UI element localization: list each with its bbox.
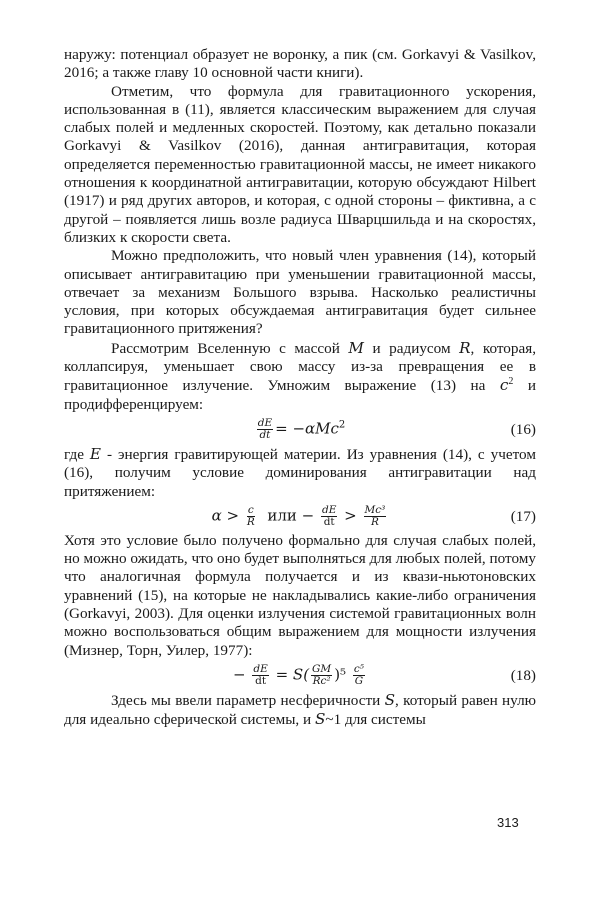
p4-text-a: Рассмотрим Вселенную с массой xyxy=(111,339,349,357)
eq16-body: $\frac{dE}{dt}$ = −αMc$^2$ xyxy=(257,417,346,442)
p5-text-b: - энергия гравитирующей материи. Из уравнения (14), с учетом (16), получим условие доминирования антигравитации над притяжением: xyxy=(64,445,536,500)
eq16-rhs: = −αMc xyxy=(275,419,339,438)
equation-16 xyxy=(64,415,536,445)
eq16-fraction xyxy=(257,418,273,441)
symbol-R: R xyxy=(459,338,471,357)
paragraph-7 xyxy=(64,691,536,730)
eq18-f3-num: c⁵ xyxy=(353,663,364,676)
p4-text-d: и продифференцируем: xyxy=(64,377,536,413)
eq18-number: (18) xyxy=(510,666,536,684)
eq18-f2-num: GM xyxy=(312,663,332,676)
eq18-eq: = S( xyxy=(275,665,310,684)
p5-text-a: где xyxy=(64,445,90,463)
paragraph-5 xyxy=(64,445,536,501)
equation-18 xyxy=(64,661,536,691)
eq17-frac2 xyxy=(321,505,337,528)
paragraph-6: Хотя это условие было получено формально для случая слабых полей, но можно ожидать, что оно будет выполняться для любых полей, потому что аналогичная формула получается и из квази-ньютоновских уравнений (15), на которые не накладывались какие-либо ограничения (Gorkavyi, 2003). Для оценки излучения системой гравитационных волн можно воспользоваться общим выражением для мощности излучения (Мизнер, Торн, Уилер, 1977): xyxy=(64,531,536,659)
p7-text-b: , который равен нулю для идеально сферической системы, и xyxy=(64,691,536,729)
eq17-f1-num: c xyxy=(247,504,254,517)
paragraph-2: Отметим, что формула для гравитационного ускорения, использованная в (11), является классическим выражением для случая слабых полей и медленных скоростей. Поэтому, как детально показали Gorkavyi & Vasilkov (2016), данная антигравитация, которая определяется переменностью гравитационной массы, не имеет никакого отношения к координатной антигравитации, которую обсуждают Hilbert (1917) и ряд других авторов, и которая, с одной стороны – фиктивна, а с другой – появляется лишь возле радиуса Шварцшильда и на скоростях, близких к скорости света. xyxy=(64,82,536,246)
symbol-S: S xyxy=(384,690,395,709)
eq18-f1-num: dE xyxy=(253,663,268,676)
p4-text-c: , которая, коллапсируя, уменьшает свою массу из-за превращения ее в гравитационное излучение. Умножим выражение (13) на xyxy=(64,339,536,395)
eq18-minus: − xyxy=(233,665,246,684)
eq17-f1-den: R xyxy=(246,516,255,529)
symbol-E: E xyxy=(89,444,102,463)
paragraph-4 xyxy=(64,339,536,414)
eq18-pow: )⁵ xyxy=(334,665,347,684)
eq17-alpha: α > xyxy=(211,506,240,525)
eq17-body xyxy=(212,505,389,528)
eq17-f2-num: dE xyxy=(321,504,337,517)
eq17-f2-den: dt xyxy=(323,516,335,529)
eq17-f3-den: R xyxy=(370,516,379,529)
equation-17 xyxy=(64,502,536,532)
eq18-f1-den: dt xyxy=(255,675,267,688)
eq18-frac3 xyxy=(353,664,365,687)
symbol-c: c xyxy=(499,376,509,395)
paragraph-1: наружу: потенциал образует не воронку, а пик (см. Gorkavyi & Vasilkov, 2016; а также главу 10 основной части книги). xyxy=(64,46,536,82)
eq17-frac3 xyxy=(364,505,387,528)
eq16-number: (16) xyxy=(510,420,536,438)
symbol-S-2: S xyxy=(314,710,326,729)
eq18-frac1 xyxy=(252,664,268,687)
eq17-or: или − xyxy=(267,506,315,525)
eq18-body xyxy=(233,664,367,687)
p4-text-b: и радиусом xyxy=(363,339,460,357)
eq17-f3-num: Mc³ xyxy=(364,504,386,517)
eq18-f2-den: Rc² xyxy=(312,675,331,688)
eq17-number: (17) xyxy=(510,507,536,525)
p7-text-c: ~1 для системы xyxy=(325,711,426,729)
eq17-frac1 xyxy=(246,505,256,528)
exponent-2: 2 xyxy=(508,376,514,388)
eq17-gt: > xyxy=(344,506,357,525)
body-text xyxy=(64,46,536,730)
eq16-den: dt xyxy=(259,429,271,442)
eq18-frac2 xyxy=(311,664,332,687)
eq16-num: dE xyxy=(257,417,273,430)
symbol-M: M xyxy=(348,338,364,357)
paragraph-3: Можно предположить, что новый член уравнения (14), который описывает антигравитацию при уменьшении гравитационной массы, отвечает за механизм Большого взрыва. Насколько реалистичны условия, при которых обсуждаемая антигравитация будет сильнее гравитационного притяжения? xyxy=(64,247,536,338)
p7-text-a: Здесь мы ввели параметр несферичности xyxy=(111,691,385,709)
eq18-f3-den: G xyxy=(354,675,364,688)
page-number: 313 xyxy=(497,815,519,830)
